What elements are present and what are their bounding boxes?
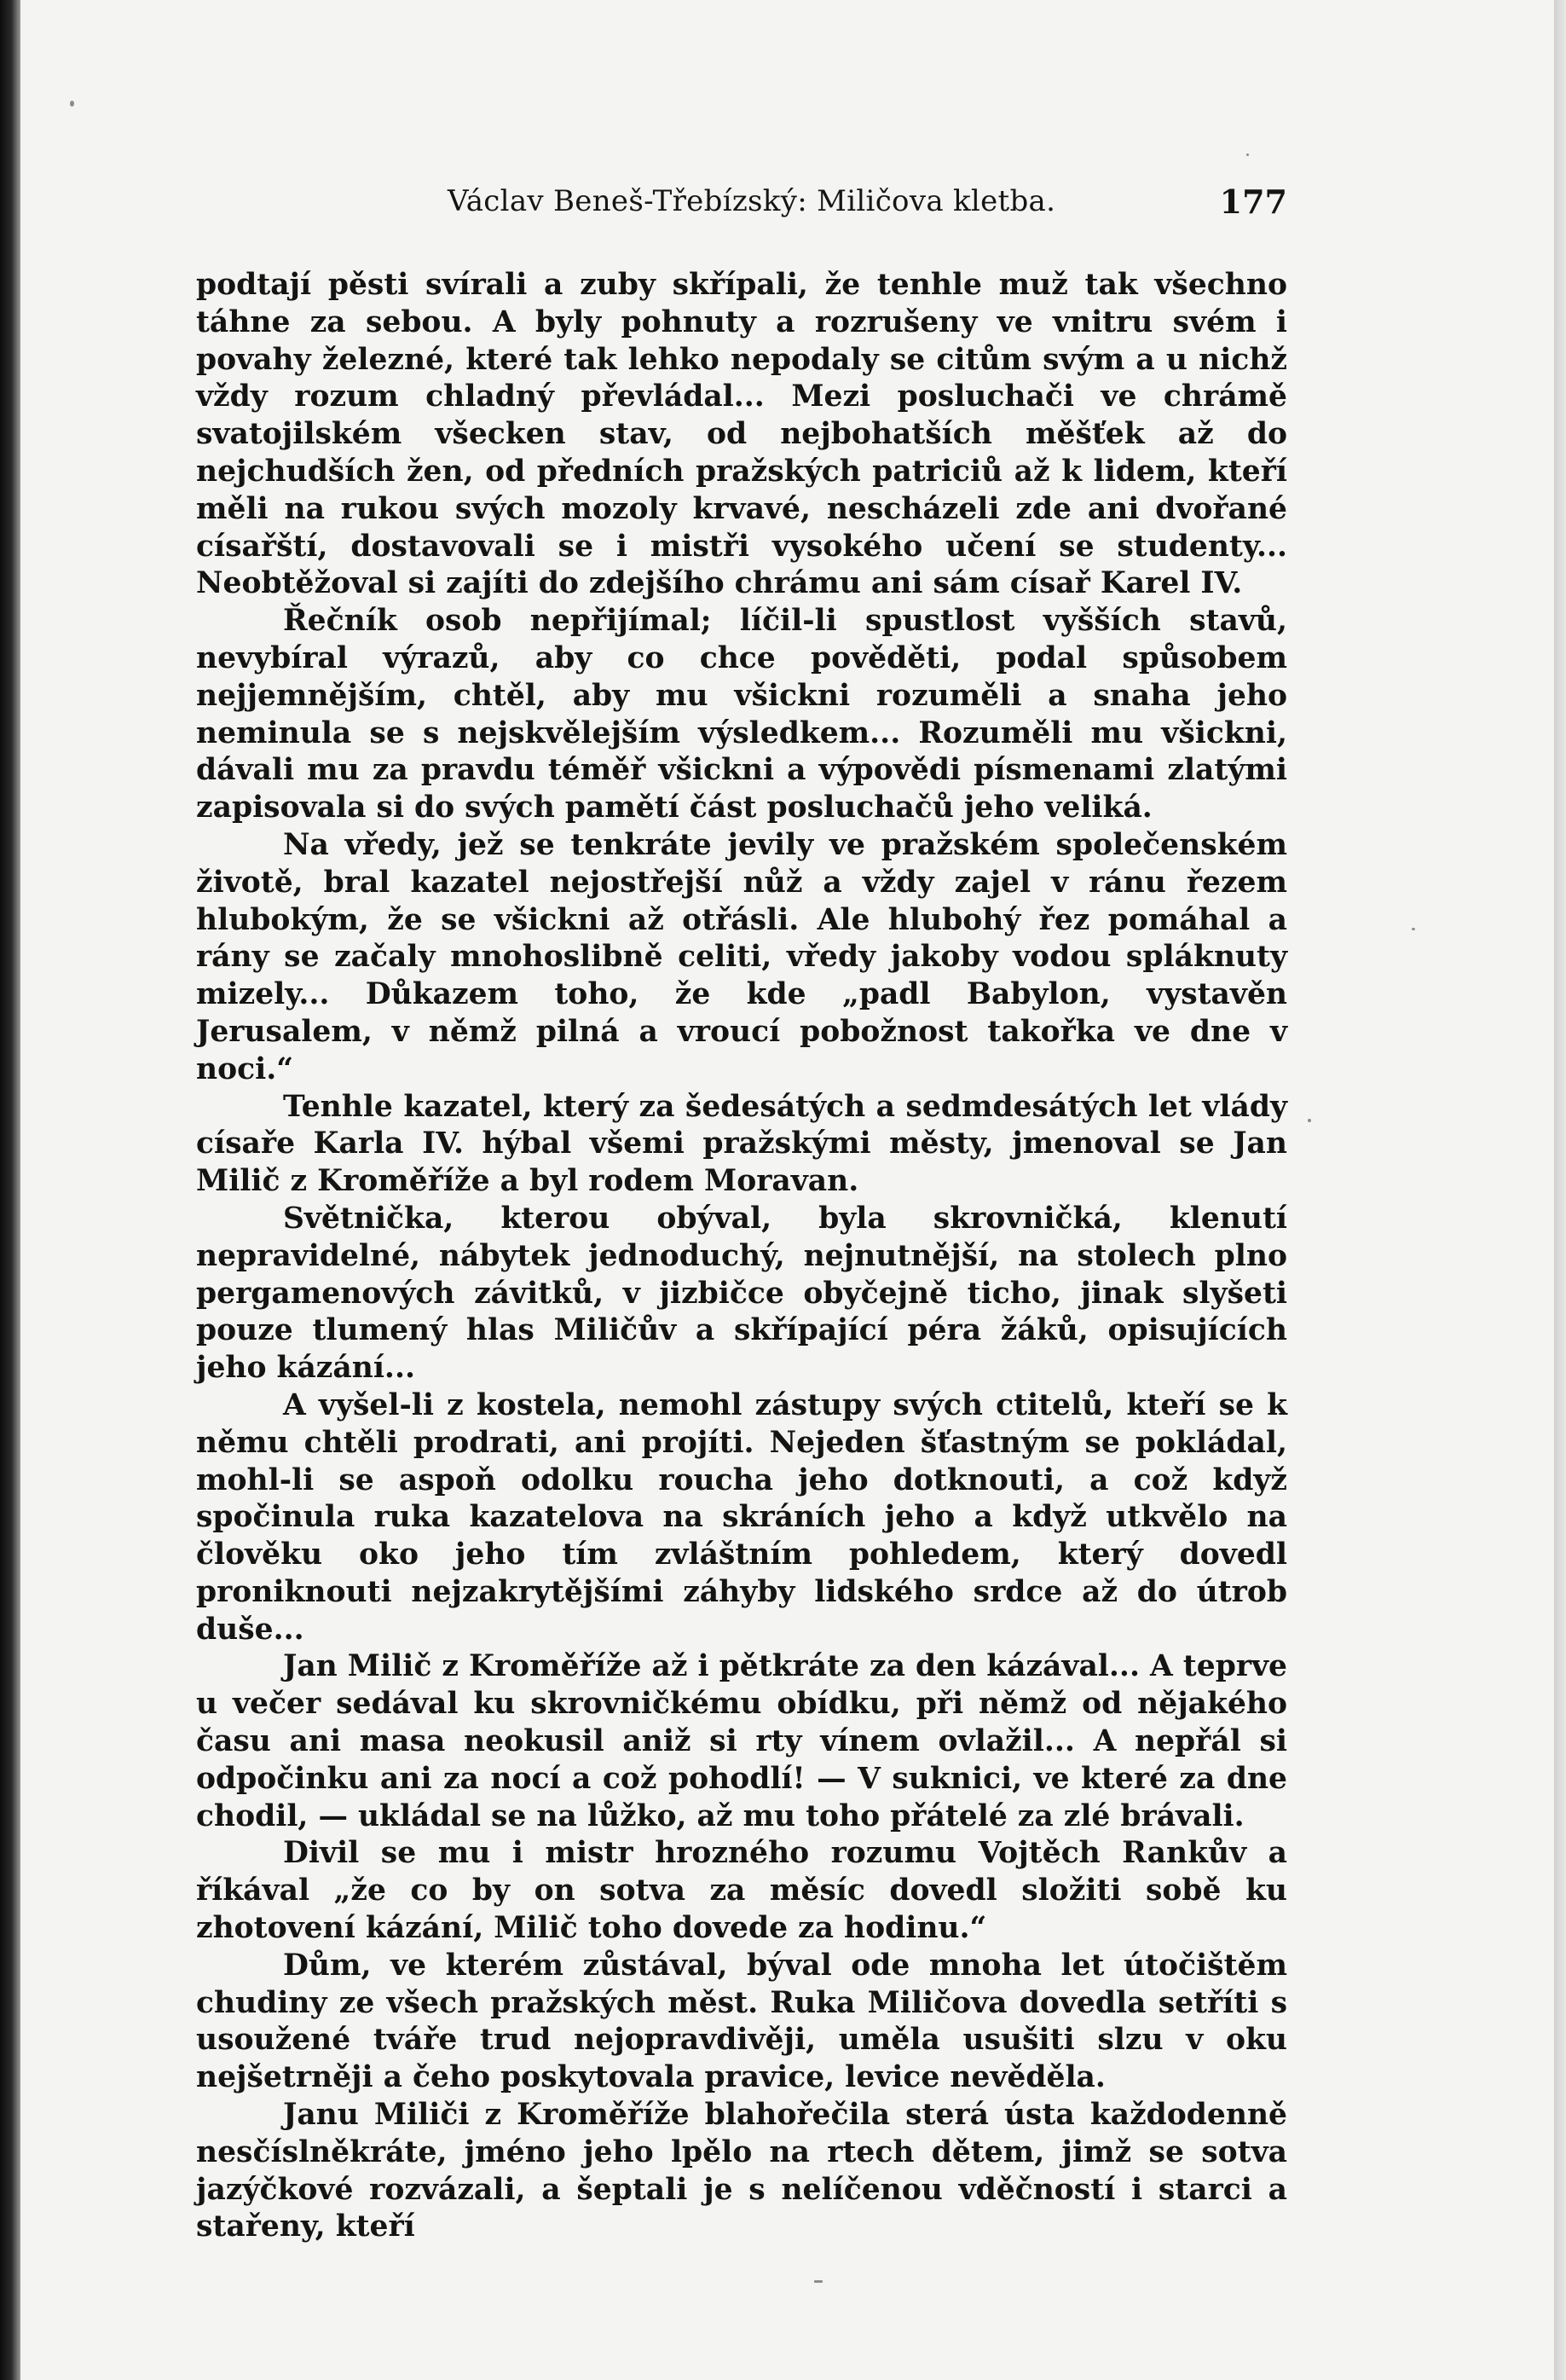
paragraph: Dům, ve kterém zůstával, býval ode mnoha let útočištěm chudiny ze všech pražských měst. Ruka Miličova dovedla setříti s usoužené tváře trud nejopravdivěji, uměla usušiti slzu v oku nejšetrněji a čeho poskytovala pravice, levice nevěděla.	[196, 1948, 1287, 2095]
page-number: 177	[1219, 182, 1287, 221]
scan-speck	[1412, 928, 1415, 930]
running-head: Václav Beneš-Třebízský: Miličova kletba.	[448, 184, 1056, 218]
paragraph: Tenhle kazatel, který za šedesátých a sedmdesátých let vlády císaře Karla IV. hýbal všemi pražskými městy, jmenoval se Jan Milič z Kroměříže a byl rodem Moravan.	[196, 1089, 1287, 1199]
scan-speck	[70, 101, 74, 107]
scan-dark-edge	[0, 0, 20, 2380]
body-text	[196, 267, 1287, 2246]
paragraph: Řečník osob nepřijímal; líčil-li spustlost vyšších stavů, nevybíral výrazů, aby co chce pověděti, podal spůsobem nejjemnějším, chtěl, aby mu všickni rozuměli a snaha jeho neminula se s nejskvělejším výsledkem... Rozuměli mu všickni, dávali mu za pravdu téměř všickni a výpovědi písmenami zlatými zapisovala si do svých pamětí část posluchačů jeho veliká.	[196, 604, 1287, 825]
page-edge-shadow	[1554, 0, 1566, 2380]
scan-speck	[1308, 1119, 1311, 1122]
paragraph: Světnička, kterou obýval, byla skrovničká, klenutí nepravidelné, nábytek jednoduchý, nejnutnější, na stolech plno pergamenových závitků, v jizbičce obyčejně ticho, jinak slyšeti pouze tlumený hlas Miličův a skřípající péra žáků, opisujících jeho kázání...	[196, 1201, 1287, 1386]
paragraph: A vyšel-li z kostela, nemohl zástupy svých ctitelů, kteří se k němu chtěli prodrati, ani projíti. Nejeden šťastným se pokládal, mohl-li se aspoň odolku roucha jeho dotknouti, a což když spočinula ruka kazatelova na skráních jeho a když utkvělo na člověku oko jeho tím zvláštním pohledem, který dovedl proniknouti nejzakrytějšími záhyby lidského srdce až do útrob duše...	[196, 1387, 1287, 1647]
scan-speck	[814, 2280, 823, 2283]
scan-speck	[1246, 153, 1249, 156]
paragraph: Jan Milič z Kroměříže až i pětkráte za den kázával... A teprve u večer sedával ku skrovničkému obídku, při němž od nějakého času ani masa neokusil aniž si rty vínem ovlažil... A nepřál si odpočinku ani za nocí a což pohodlí! — V suknici, ve které za dne chodil, — ukládal se na lůžko, až mu toho přátelé za zlé brávali.	[196, 1649, 1287, 1833]
paragraph: podtají pěsti svírali a zuby skřípali, že tenhle muž tak všechno táhne za sebou. A byly pohnuty a rozrušeny ve vnitru svém i povahy železné, které tak lehko nepodaly se citům svým a u nichž vždy rozum chladný převládal... Mezi posluchači ve chrámě svatojilském všecken stav, od nejbohatších měšťek až do nejchudších žen, od předních pražských patriciů až k lidem, kteří měli na rukou svých mozoly krvavé, nescházeli zde ani dvořané císařští, dostavovali se i mistři vysokého učení se studenty... Neobtěžoval si zajíti do zdejšího chrámu ani sám císař Karel IV.	[196, 268, 1287, 601]
paragraph: Na vředy, jež se tenkráte jevily ve pražském společenském životě, bral kazatel nejostřejší nůž a vždy zajel v ránu řezem hlubokým, že se všickni až otřásli. Ale hlubohý řez pomáhal a rány se začaly mnohoslibně celiti, vředy jakoby vodou spláknuty mizely... Důkazem toho, že kde „padl Babylon, vystavěn Jerusalem, v němž pilná a vroucí pobožnost takořka ve dne v noci.“	[196, 827, 1287, 1086]
page-header	[196, 179, 1287, 230]
paragraph: Janu Miliči z Kroměříže blahořečila sterá ústa každodenně nesčíslněkráte, jméno jeho lpělo na rtech dětem, jimž se sotva jazýčkové rozvázali, a šeptali je s nelíčenou vděčností i starci a stařeny, kteří	[196, 2098, 1287, 2244]
paragraph: Divil se mu i mistr hrozného rozumu Vojtěch Rankův a říkával „že co by on sotva za měsíc dovedl složiti sobě ku zhotovení kázání, Milič toho dovede za hodinu.“	[196, 1836, 1287, 1946]
